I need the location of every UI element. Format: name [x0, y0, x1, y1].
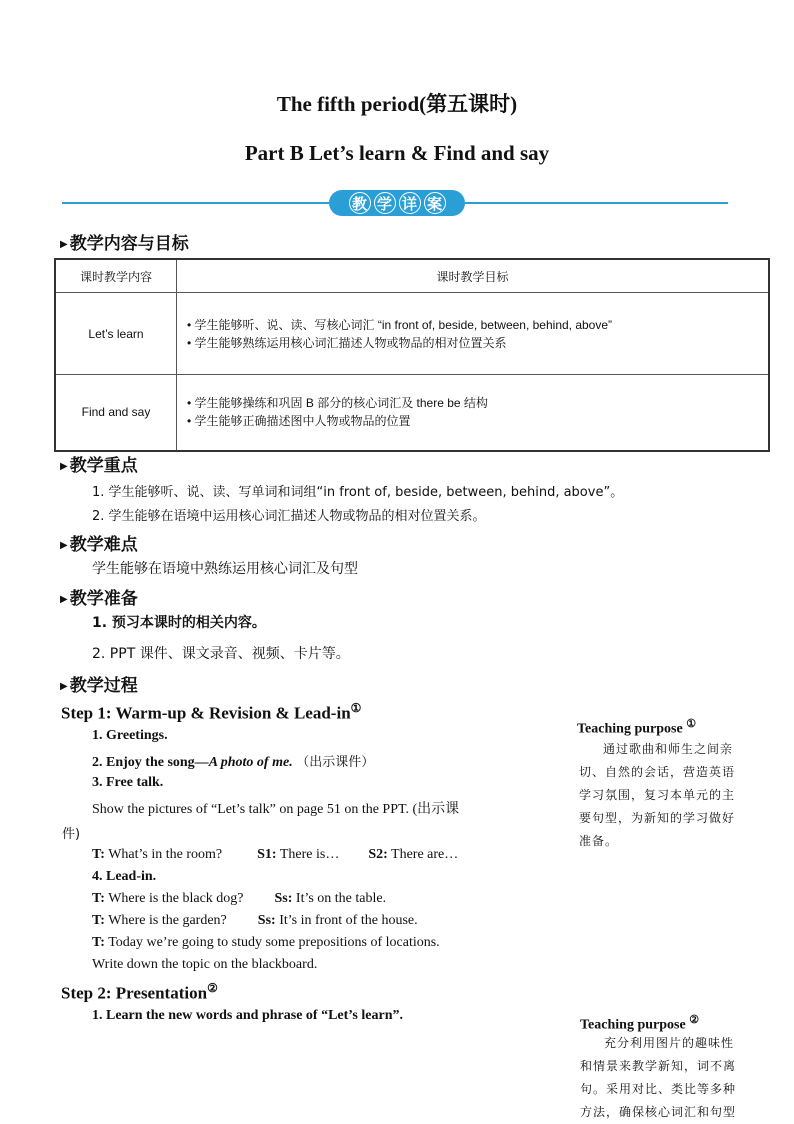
step1-title: Step 1: Warm-up & Revision & Lead-in①: [61, 701, 362, 723]
goal-item: • 学生能够听、说、读、写核心词汇 “in front of, beside, between, behind, above”: [187, 317, 613, 332]
step2-title: Step 2: Presentation②: [61, 981, 218, 1003]
dialog-line: T: Where is the black dog? Ss: It’s on the table.: [92, 891, 387, 906]
goal-item: • 学生能够熟练运用核心词汇描述人物或物品的相对位置关系: [187, 335, 507, 350]
banner-char: 教: [349, 192, 371, 214]
page-subtitle: Part B Let’s learn & Find and say: [244, 141, 550, 165]
dialog-line: T: Where is the garden? Ss: It’s in front of the house.: [92, 913, 418, 928]
table-cell-content: Find and say: [55, 375, 177, 451]
objectives-table: [54, 258, 770, 452]
triangle-bullet-icon: ▶: [60, 239, 68, 250]
side-note-body: 通过歌曲和师生之间亲 切、自然的会话，营造英语 学习氛围，复习本单元的主 要句型，为新知的学习做好 准备。: [579, 742, 736, 848]
section-heading-difficulties: ▶ 教学难点: [60, 535, 138, 555]
key-point-1: 1. 学生能够听、说、读、写单词和词组“in front of, beside, between, behind, above”。: [92, 485, 624, 500]
step1-greetings: 1. Greetings.: [92, 728, 168, 743]
step1-lead-in: 4. Lead-in.: [92, 869, 157, 884]
dialog-line: T: Today we’re going to study some prepositions of locations.: [92, 935, 440, 950]
banner-char: 学: [374, 192, 396, 214]
section-banner: [329, 190, 465, 216]
banner-line-right: [465, 202, 728, 204]
table-row: [55, 375, 769, 451]
difficulty-text: 学生能够在语境中熟练运用核心词汇及句型: [92, 561, 358, 577]
table-header-cell: 课时教学目标: [177, 259, 770, 293]
table-cell-goals: [177, 375, 770, 451]
step1-free-talk: 3. Free talk.: [92, 775, 164, 790]
preparation-item-1: 1. 预习本课时的相关内容。: [92, 615, 266, 631]
table-header-row: [55, 259, 769, 293]
table-header-cell: 课时教学内容: [55, 259, 177, 293]
dialog-line: T: What’s in the room? S1: There is… S2: There are…: [92, 847, 459, 862]
step1-show-line-cont: 件): [62, 827, 81, 842]
table-cell-content: Let’s learn: [55, 293, 177, 375]
banner-char: 详: [399, 192, 421, 214]
preparation-item-2: 2. PPT 课件、课文录音、视频、卡片等。: [92, 646, 350, 662]
table-row: [55, 293, 769, 375]
goal-item: • 学生能够正确描述图中人物或物品的位置: [187, 414, 411, 429]
table-cell-goals: [177, 293, 770, 375]
banner-line-left: [62, 202, 329, 204]
triangle-bullet-icon: ▶: [60, 681, 68, 692]
step2-item1: 1. Learn the new words and phrase of “Let’s learn”.: [92, 1008, 403, 1023]
triangle-bullet-icon: ▶: [60, 594, 68, 605]
section-heading-content-goals: ▶ 教学内容与目标: [60, 234, 189, 254]
side-note-title: Teaching purpose ②: [580, 1014, 700, 1033]
step1-song: 2. Enjoy the song—A photo of me. （出示课件）: [92, 755, 375, 770]
triangle-bullet-icon: ▶: [60, 540, 68, 551]
side-note-title: Teaching purpose ①: [577, 718, 697, 737]
goal-item: • 学生能够操练和巩固 B 部分的核心词汇及 there be 结构: [187, 396, 488, 411]
key-point-2: 2. 学生能够在语境中运用核心词汇描述人物或物品的相对位置关系。: [92, 509, 486, 524]
page-title: The fifth period(第五课时): [276, 92, 518, 116]
section-heading-process: ▶ 教学过程: [60, 676, 138, 696]
side-note-body: 充分利用图片的趣味性 和情景来教学新知，词不离 句。采用对比、类比等多种 方法，确保核心词汇和句型: [580, 1036, 737, 1119]
triangle-bullet-icon: ▶: [60, 461, 68, 472]
section-heading-preparation: ▶ 教学准备: [60, 589, 138, 609]
banner-char: 案: [424, 192, 446, 214]
section-heading-key-points: ▶ 教学重点: [60, 456, 138, 476]
step1-show-line: Show the pictures of “Let’s talk” on page 51 on the PPT. (出示课: [92, 802, 460, 817]
step1-write-line: Write down the topic on the blackboard.: [92, 957, 318, 972]
